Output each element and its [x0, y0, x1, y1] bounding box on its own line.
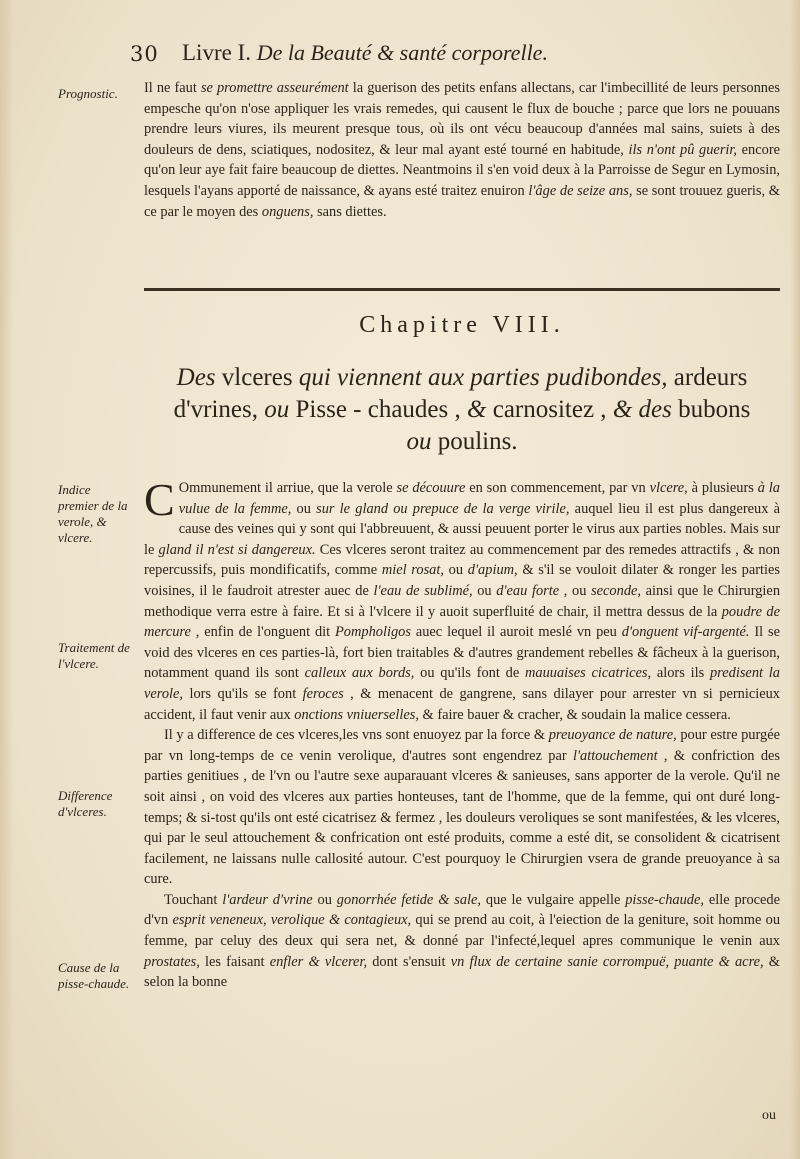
margin-note-prognostic: Prognostic.: [58, 86, 118, 101]
chapter-label: Chapitre VIII.: [359, 312, 565, 338]
margin-note-first-sign: Indice premier de la verole, & vlcere.: [58, 482, 128, 545]
intro-paragraph: [144, 78, 780, 222]
page-edge-shadow-left: [0, 0, 14, 1159]
page-edge-shadow-right: [790, 0, 800, 1159]
running-title: [182, 40, 548, 66]
section-divider-rule: [144, 288, 780, 291]
paragraph-difference: Il y a difference de ces vlceres,les vns sont enuoyez par la force & preuoyance de nature, pour estre purgée par vn long-temps de ce venin verolique, d'autres sont engendrez par l'attouchement , & confriction des parties genitiues , de l'vn ou l'autre sexe auparauant vlceres & sanieuses, sans apporter de la verole. Qu'il ne soit ainsi , on void des vlceres aux parties honteuses, tant de l'homme, que de la femme, qui ont duré long-temps; & si-tost qu'ils ont esté cicatrisez & fermez , les douleurs veroliques se sont manifestées, & les vlceres, qui par le seul attouchement & confrication ont esté produits, comme a esté dit, se consolident & cicatrisent facilement, ne laissans nulle callosité autour. C'est pourquoy le Chirurgien vsera de grande preuoyance à sa cure.: [144, 727, 780, 888]
running-title-subject: De la Beauté & santé corporelle.: [256, 40, 548, 65]
margin-note-difference: Difference d'vlceres.: [58, 788, 113, 819]
page-number: 30: [130, 42, 159, 66]
running-header: [130, 40, 780, 76]
paragraph-ulcers: C Ommunement il arriue, que la verole se découure en son commencement, par vn vlcere, à plusieurs à la vulue de la femme, ou sur le gland ou prepuce de la verge virile, auquel lieu il est plus dangereux à cause des veines qui y sont qui l'abbreuuent, & aussi peuuent porter le virus aux parties nobles. Mais sur le gland il n'est si dangereux. Ces vlceres seront traitez au commencement par des remedes attractifs , & non repercussifs, puis mondificatifs, comme miel rosat, ou d'apium, & s'il se vouloit dilater & ronger les parties voisines, il le faudroit atrester auec de l'eau de sublimé, ou d'eau forte , ou seconde, ainsi que le Chirurgien methodique verra estre à faire. Et si à l'vlcere il y auoit superfluité de chair, il mettra dessus de la poudre de mercure , enfin de l'onguent dit Pompholigos auec lequel il auroit meslé vn peu d'onguent vif-argenté. Il se void des vlceres en ces parties-là, fort bien traitables & d'autres grandement rebelles & fâcheux à la guerison, notamment quand ils sont calleux aux bords, ou qu'ils font de mauuaises cicatrices, alors ils predisent la verole, lors qu'ils se font feroces , & menacent de gangrene, sans dilayer pour arrester vn si pernicieux accident, il faut venir aux onctions vniuerselles, & faire bauer & cracher, & soudain la malice cessera.: [144, 474, 781, 723]
chapter-body: [144, 474, 781, 993]
chapter-title: Des vlceres qui viennent aux parties pudibondes, ardeurs d'vrines, ou Pisse - chaudes , & carnositez , & des bubons ou poulins.: [173, 364, 751, 455]
catchword: ou: [762, 1108, 776, 1123]
running-title-book: Livre I.: [182, 40, 251, 65]
drop-cap: C: [144, 474, 175, 525]
paragraph-pisse-chaude: Touchant l'ardeur d'vrine ou gonorrhée fetide & sale, que le vulgaire appelle pisse-chaude, elle procede d'vn esprit veneneux, verolique & contagieux, qui se prend au coit, à l'eiection de la geniture, soit homme ou femme, par celuy des deux qui sera net, & donné par l'infecté,lequel apres communique le venin aux prostates, les faisant enfler & vlcerer, dont s'ensuit vn flux de certaine sanie corrompuë, puante & acre, & selon la bonne: [144, 891, 781, 991]
margin-note-cause: Cause de la pisse-chaude.: [58, 960, 130, 991]
margin-note-treatment: Traitement de l'vlcere.: [58, 640, 130, 671]
paragraph: Il ne faut se promettre asseurément la guerison des petits enfans allectans, car l'imbecillité de leurs personnes empesche qu'on n'ose appliquer les vrais remedes, qui causent le flux de bouche ; parce que lors ne pouuans prendre leurs viures, ils meurent presque tous, où ils ont vécu beaucoup d'années mal sains, suiets à des douleurs de dens, sciatiques, nodositez, & leur mal ayant esté tourné en habitude, ils n'ont pû guerir, encore qu'on leur aye fait faire beaucoup de diettes. Neantmoins il s'en void deux à la Parroisse de Segur en Lymosin, lesquels l'ayans apporté de naissance, & ayans esté traitez enuiron l'âge de seize ans, se sont trouuez gueris, & ce par le moyen des onguens, sans diettes.: [144, 80, 781, 220]
